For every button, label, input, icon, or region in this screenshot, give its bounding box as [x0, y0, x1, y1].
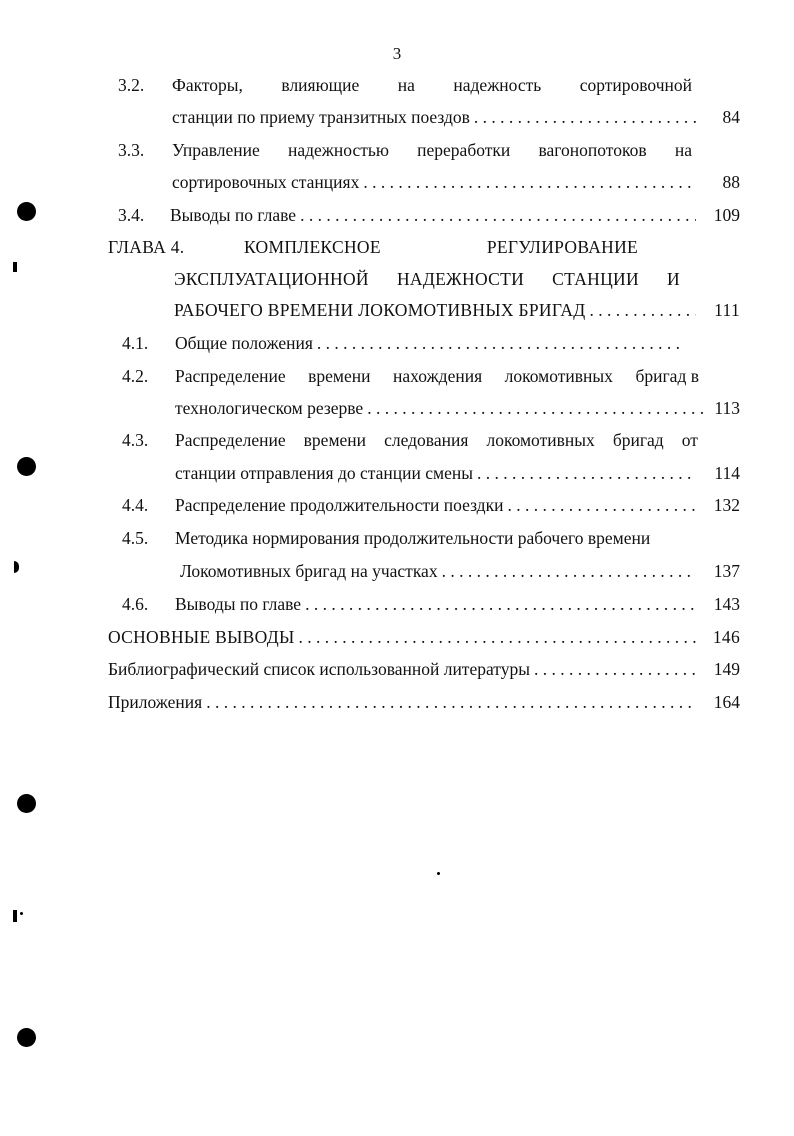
section-number-4-6: 4.6.: [122, 594, 149, 614]
scan-speck: [437, 872, 440, 875]
page-ref: 113: [714, 398, 740, 418]
section-number-4-2: 4.2.: [122, 366, 149, 386]
punch-hole-mark: [17, 794, 36, 813]
dot-leader: [474, 104, 696, 130]
main-conclusions-line: ОСНОВНЫЕ ВЫВОДЫ . . . 146: [108, 624, 740, 650]
page-ref: 146: [712, 627, 740, 647]
section-4-5-line2: Локомотивных бригад на участках . . . 137: [180, 558, 740, 584]
page-ref: 149: [713, 659, 740, 679]
punch-hole-mark: [17, 202, 36, 221]
dot-leader: [367, 395, 706, 421]
page-ref: 84: [722, 107, 740, 127]
section-number-3-2: 3.2.: [118, 75, 145, 95]
dot-leader: [477, 460, 696, 486]
dot-leader: [534, 656, 696, 682]
section-4-3-line1: Распределение времени следования локомотивных бригад от: [175, 430, 698, 450]
dot-leader: [299, 624, 696, 650]
section-4-1-line: Общие положения . . .: [175, 330, 687, 356]
chapter-4-line1: КОМПЛЕКСНОЕ РЕГУЛИРОВАНИЕ: [244, 237, 638, 257]
chapter-4-label: ГЛАВА 4.: [108, 237, 185, 257]
section-number-3-3: 3.3.: [118, 140, 145, 160]
dot-leader: [305, 591, 696, 617]
section-3-2-line2: станции по приему транзитных поездов . . . 84: [172, 104, 740, 130]
section-4-3-line2: станции отправления до станции смены . . . 114: [175, 460, 740, 486]
page-ref: 88: [722, 172, 740, 192]
page-ref: 164: [713, 692, 740, 712]
dot-leader: [206, 689, 696, 715]
section-3-2-line1: Факторы, влияющие на надежность сортировочной: [172, 75, 692, 95]
section-4-6-line: Выводы по главе . . . 143: [175, 591, 740, 617]
punch-hole-mark: [17, 1028, 36, 1047]
section-3-3-line2: сортировочных станциях . . . 88: [172, 169, 740, 195]
dot-leader: [442, 558, 696, 584]
page-ref: 137: [713, 561, 740, 581]
punch-hole-mark: [17, 457, 36, 476]
dot-leader: [507, 492, 696, 518]
dot-leader: [317, 330, 683, 356]
scan-mark: [14, 561, 19, 573]
section-3-3-line1: Управление надежностью переработки вагонопотоков на: [172, 140, 692, 160]
page-ref: 114: [714, 463, 740, 483]
section-3-4-line: Выводы по главе . . . 109: [170, 202, 740, 228]
section-4-2-line1: Распределение времени нахождения локомотивных бригад в: [175, 366, 699, 386]
section-4-2-line2: технологическом резерве . . . 113: [175, 395, 740, 421]
chapter-4-line2: ЭКСПЛУАТАЦИОННОЙ НАДЕЖНОСТИ СТАНЦИИ И: [174, 269, 680, 289]
scan-mark: [20, 912, 23, 915]
appendices-line: Приложения . . . 164: [108, 689, 740, 715]
page-ref: 111: [714, 300, 740, 320]
page-number: 3: [392, 44, 402, 63]
section-4-5-line1: Методика нормирования продолжительности рабочего времени: [175, 528, 651, 548]
page-ref: 143: [713, 594, 740, 614]
section-number-3-4: 3.4.: [118, 205, 145, 225]
section-number-4-4: 4.4.: [122, 495, 149, 515]
dot-leader: [300, 202, 696, 228]
dot-leader: [363, 169, 696, 195]
section-number-4-1: 4.1.: [122, 333, 149, 353]
section-number-4-5: 4.5.: [122, 528, 149, 548]
page-ref: 132: [713, 495, 740, 515]
bibliography-line: Библиографический список использованной литературы . . . 149: [108, 656, 740, 682]
dot-leader: [590, 297, 696, 323]
section-4-4-line: Распределение продолжительности поездки . . . 132: [175, 492, 740, 518]
chapter-4-line3: РАБОЧЕГО ВРЕМЕНИ ЛОКОМОТИВНЫХ БРИГАД . . . 111: [174, 297, 740, 323]
scan-mark: [13, 262, 17, 272]
section-number-4-3: 4.3.: [122, 430, 149, 450]
page-ref: 109: [713, 205, 740, 225]
scan-mark: [13, 910, 17, 922]
